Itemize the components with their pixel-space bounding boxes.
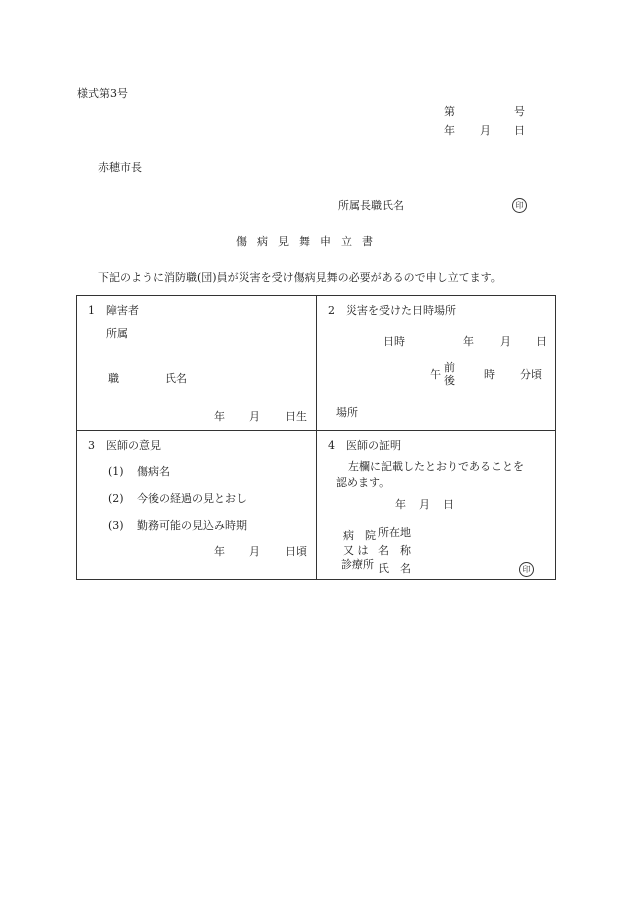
table-divider-horizontal [76, 430, 556, 431]
sec4-address-label: 所在地 [378, 526, 411, 539]
table-divider-vertical [316, 295, 317, 580]
sec3-item-3-text: 勤務可能の見込み時期 [137, 519, 247, 532]
chief-name-label: 所属長職氏名 [338, 199, 404, 212]
sec2-minute: 分頃 [520, 368, 542, 381]
sec3-item-1-no: (1) [108, 465, 124, 478]
intro-text: 下記のように消防職(団)員が災害を受け傷病見舞の必要があるので申し立てます。 [98, 271, 502, 284]
sec1-name: 氏名 [165, 372, 187, 385]
seal-stamp: 印 [512, 198, 527, 213]
date-day: 日 [514, 124, 525, 137]
sec4-heading: 4 医師の証明 [328, 439, 401, 452]
sec4-doctor-name-label: 氏 名 [378, 562, 411, 575]
form-number: 様式第3号 [77, 87, 128, 100]
sec3-heading: 3 医師の意見 [88, 439, 161, 452]
sec4-statement-line2: 認めます。 [336, 476, 391, 489]
sec1-birth-day: 日生 [285, 410, 307, 423]
sec2-place: 場所 [336, 406, 358, 419]
sec3-item-2-no: (2) [108, 492, 124, 505]
seal-stamp: 印 [519, 562, 534, 577]
sec1-affiliation: 所属 [106, 327, 128, 340]
sec2-am: 前 [444, 361, 455, 374]
sec4-institution-line2: 又 は [343, 544, 369, 557]
sec3-item-3-no: (3) [108, 519, 124, 532]
sec4-date-day: 日 [443, 498, 454, 511]
sec2-pm: 後 [444, 374, 455, 387]
sec4-date-year: 年 [395, 498, 406, 511]
date-month: 月 [480, 124, 491, 137]
sec1-heading: 1 障害者 [88, 304, 139, 317]
document-title: 傷病見舞申立書 [236, 235, 383, 248]
sec4-institution-line3: 診療所 [341, 558, 374, 571]
sec4-name-label: 名 称 [378, 544, 411, 557]
sec3-date-year: 年 [214, 545, 225, 558]
sec2-heading: 2 災害を受けた日時場所 [328, 304, 456, 317]
doc-number-dai: 第 [444, 105, 455, 118]
sec2-day: 日 [536, 335, 547, 348]
doc-number-go: 号 [514, 105, 525, 118]
sec2-ampm-prefix: 午 [430, 368, 441, 381]
sec3-date-day: 日頃 [285, 545, 307, 558]
sec4-date-month: 月 [419, 498, 430, 511]
sec3-item-1-text: 傷病名 [137, 465, 170, 478]
sec3-item-2-text: 今後の経過の見とおし [137, 492, 247, 505]
sec1-position: 職 [108, 372, 119, 385]
sec4-institution-line1: 病 院 [343, 529, 376, 542]
sec2-datetime-label: 日時 [383, 335, 405, 348]
sec1-birth-month: 月 [249, 410, 260, 423]
addressee: 赤穂市長 [98, 161, 142, 174]
sec4-statement-line1: 左欄に記載したとおりであることを [348, 460, 524, 473]
sec2-hour: 時 [484, 368, 495, 381]
date-year: 年 [444, 124, 455, 137]
sec2-month: 月 [500, 335, 511, 348]
sec2-year: 年 [463, 335, 474, 348]
sec1-birth-year: 年 [214, 410, 225, 423]
sec3-date-month: 月 [249, 545, 260, 558]
